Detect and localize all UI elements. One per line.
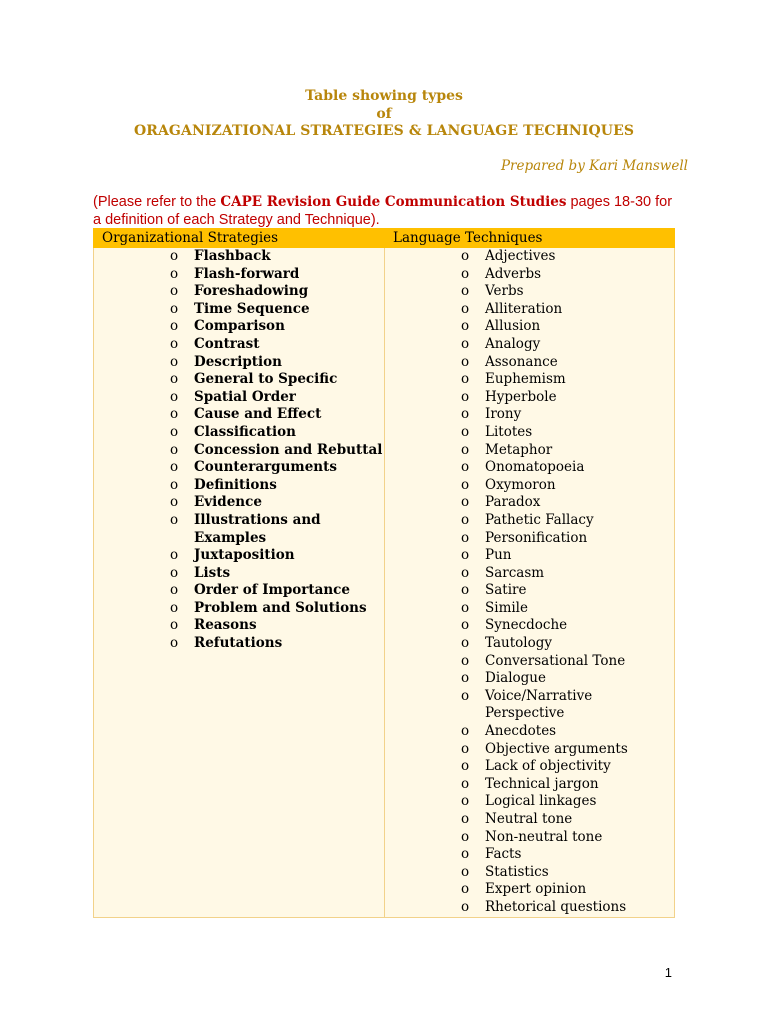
bullet-icon: o (461, 564, 470, 581)
list-item-label: Onomatopoeia (485, 459, 585, 476)
list-item-label: Neutral tone (485, 811, 573, 827)
bullet-icon: o (170, 635, 179, 652)
bullet-icon: o (461, 898, 470, 915)
list-item-label: Rhetorical questions (485, 898, 627, 915)
list-item-label: General to Specific (194, 371, 338, 388)
table-header-row (94, 229, 675, 248)
list-item (94, 477, 384, 495)
bullet-icon: o (170, 371, 179, 388)
bullet-icon: o (461, 529, 470, 546)
bullet-icon: o (461, 318, 470, 335)
list-item-label: Metaphor (485, 441, 553, 458)
list-item (94, 424, 384, 442)
list-item-label: Order of Importance (194, 582, 350, 599)
list-item (385, 758, 674, 776)
title-line-2: of (376, 106, 392, 122)
bullet-icon: o (170, 599, 179, 616)
list-item (385, 318, 674, 336)
list-item (94, 582, 384, 600)
list-item (385, 635, 674, 653)
bullet-icon: o (461, 687, 470, 704)
list-item-label: Allusion (485, 318, 541, 335)
bullet-icon: o (461, 265, 470, 282)
list-item-label: Oxymoron (485, 476, 556, 493)
list-item (94, 406, 384, 424)
list-item-label: Cause and Effect (194, 406, 322, 423)
list-item-label: Statistics (485, 863, 549, 880)
list-item (385, 688, 674, 723)
list-item-label: Counterarguments (194, 459, 337, 476)
list-item-label: Hyperbole (485, 388, 557, 405)
list-item (94, 459, 384, 477)
list-item (94, 512, 384, 547)
bullet-icon: o (461, 388, 470, 405)
list-item-label: Refutations (194, 635, 283, 652)
list-item-label: Satire (485, 582, 527, 599)
list-item-label: Logical linkages (485, 793, 597, 810)
bullet-icon: o (170, 459, 179, 476)
list-item (385, 829, 674, 847)
list-item-label: Problem and Solutions (194, 599, 367, 616)
strategies-cell (94, 248, 385, 918)
bullet-icon: o (170, 318, 179, 335)
list-item (385, 811, 674, 829)
list-item (385, 494, 674, 512)
list-item (385, 459, 674, 477)
bullet-icon: o (461, 547, 470, 564)
list-item-label: Analogy (485, 335, 541, 352)
list-item-label: Irony (485, 406, 522, 423)
list-item-label: Adjectives (485, 248, 556, 264)
list-item-label: Technical jargon (485, 775, 599, 792)
list-item-label: Description (194, 353, 282, 370)
list-item (385, 899, 674, 917)
list-item (385, 617, 674, 635)
list-item (94, 371, 384, 389)
list-item (94, 266, 384, 284)
list-item-label: Classification (194, 423, 296, 440)
bullet-icon: o (461, 459, 470, 476)
list-item (94, 494, 384, 512)
list-item-label: Adverbs (485, 265, 542, 282)
bullet-icon: o (170, 406, 179, 423)
list-item (385, 741, 674, 759)
bullet-icon: o (170, 248, 179, 264)
list-item (94, 547, 384, 565)
list-item (385, 565, 674, 583)
list-item (385, 442, 674, 460)
bullet-icon: o (461, 670, 470, 687)
list-item-label: Contrast (194, 335, 260, 352)
list-item-label: Comparison (194, 318, 285, 335)
list-item (385, 846, 674, 864)
list-item-label: Lists (194, 564, 231, 581)
list-item-label: Dialogue (485, 670, 546, 687)
list-item (385, 283, 674, 301)
bullet-icon: o (170, 441, 179, 458)
bullet-icon: o (461, 652, 470, 669)
bullet-icon: o (461, 863, 470, 880)
bullet-icon: o (170, 494, 179, 511)
bullet-icon: o (461, 775, 470, 792)
list-item-label: Anecdotes (485, 723, 557, 740)
list-item-label: Definitions (194, 476, 277, 493)
bullet-icon: o (170, 388, 179, 405)
table-body-row (94, 248, 675, 918)
bullet-icon: o (170, 582, 179, 599)
list-item-label: Tautology (485, 635, 552, 652)
list-item (94, 283, 384, 301)
bullet-icon: o (170, 335, 179, 352)
bullet-icon: o (461, 793, 470, 810)
bullet-icon: o (461, 758, 470, 775)
list-item (94, 318, 384, 336)
reference-note (93, 193, 683, 229)
header-organizational-strategies: Organizational Strategies (94, 229, 385, 248)
list-item-label: Assonance (485, 353, 558, 370)
list-item-label: Flashback (194, 248, 271, 264)
list-item (385, 530, 674, 548)
list-item (385, 371, 674, 389)
bullet-icon: o (170, 353, 179, 370)
list-item-label: Spatial Order (194, 388, 296, 405)
bullet-icon: o (170, 564, 179, 581)
list-item (385, 512, 674, 530)
techniques-list (385, 248, 674, 917)
bullet-icon: o (461, 353, 470, 370)
bullet-icon: o (170, 617, 179, 634)
header-language-techniques: Language Techniques (385, 229, 675, 248)
list-item (94, 389, 384, 407)
list-item-label: Pun (485, 547, 512, 564)
list-item (94, 301, 384, 319)
list-item (385, 477, 674, 495)
bullet-icon: o (461, 828, 470, 845)
list-item-label: Facts (485, 846, 522, 863)
list-item-label: Juxtaposition (194, 547, 295, 564)
list-item-label: Lack of objectivity (485, 758, 611, 775)
bullet-icon: o (170, 300, 179, 317)
list-item (94, 617, 384, 635)
list-item-label: Synecdoche (485, 617, 568, 634)
list-item (385, 406, 674, 424)
list-item (94, 565, 384, 583)
list-item-label: Non-neutral tone (485, 828, 603, 845)
list-item-label: Illustrations and Examples (194, 511, 321, 546)
list-item-label: Personification (485, 529, 588, 546)
bullet-icon: o (170, 265, 179, 282)
bullet-icon: o (170, 511, 179, 528)
list-item (94, 336, 384, 354)
list-item-label: Simile (485, 599, 528, 616)
list-item-label: Concession and Rebuttal (194, 441, 383, 458)
list-item-label: Sarcasm (485, 564, 545, 581)
list-item (385, 248, 674, 266)
list-item (94, 442, 384, 460)
list-item-label: Foreshadowing (194, 283, 309, 300)
list-item (94, 248, 384, 266)
title-line-3: ORAGANIZATIONAL STRATEGIES & LANGUAGE TECHNIQUES (133, 123, 635, 139)
list-item-label: Alliteration (485, 300, 563, 317)
list-item-label: Conversational Tone (485, 652, 626, 669)
list-item (385, 723, 674, 741)
list-item-label: Paradox (485, 494, 541, 511)
techniques-cell (385, 248, 675, 918)
list-item (385, 354, 674, 372)
list-item (385, 301, 674, 319)
prepared-by: Prepared by Kari Manswell (500, 158, 688, 174)
bullet-icon: o (170, 476, 179, 493)
list-item-label: Reasons (194, 617, 257, 634)
list-item-label: Objective arguments (485, 740, 628, 757)
list-item (385, 424, 674, 442)
bullet-icon: o (461, 617, 470, 634)
list-item (94, 354, 384, 372)
strategies-techniques-table (93, 228, 675, 918)
bullet-icon: o (461, 371, 470, 388)
bullet-icon: o (461, 300, 470, 317)
bullet-icon: o (461, 511, 470, 528)
list-item (385, 670, 674, 688)
list-item-label: Time Sequence (194, 300, 310, 317)
list-item (385, 600, 674, 618)
list-item (385, 776, 674, 794)
note-guide-title: CAPE Revision Guide Communication Studies (220, 194, 567, 210)
list-item (385, 653, 674, 671)
bullet-icon: o (461, 811, 470, 827)
list-item-label: Pathetic Fallacy (485, 511, 594, 528)
bullet-icon: o (461, 881, 470, 898)
list-item-label: Verbs (485, 283, 524, 300)
bullet-icon: o (170, 547, 179, 564)
list-item (385, 266, 674, 284)
bullet-icon: o (461, 582, 470, 599)
bullet-icon: o (461, 494, 470, 511)
list-item (94, 635, 384, 653)
note-after: pages 18-30 for a definition of each Strategy and Technique). (93, 194, 673, 228)
list-item (94, 600, 384, 618)
bullet-icon: o (461, 476, 470, 493)
list-item-label: Evidence (194, 494, 262, 511)
list-item (385, 864, 674, 882)
list-item-label: Voice/Narrative Perspective (485, 687, 593, 722)
bullet-icon: o (170, 283, 179, 300)
bullet-icon: o (461, 723, 470, 740)
bullet-icon: o (170, 423, 179, 440)
bullet-icon: o (461, 846, 470, 863)
bullet-icon: o (461, 441, 470, 458)
list-item-label: Expert opinion (485, 881, 587, 898)
list-item (385, 336, 674, 354)
list-item-label: Euphemism (485, 371, 566, 388)
note-before: (Please refer to the (93, 194, 221, 210)
list-item (385, 793, 674, 811)
bullet-icon: o (461, 406, 470, 423)
bullet-icon: o (461, 423, 470, 440)
bullet-icon: o (461, 283, 470, 300)
list-item-label: Litotes (485, 423, 533, 440)
bullet-icon: o (461, 599, 470, 616)
bullet-icon: o (461, 335, 470, 352)
page-number: 1 (664, 965, 672, 980)
list-item (385, 881, 674, 899)
bullet-icon: o (461, 635, 470, 652)
list-item (385, 389, 674, 407)
bullet-icon: o (461, 248, 470, 264)
title-line-1: Table showing types (305, 88, 463, 104)
bullet-icon: o (461, 740, 470, 757)
list-item (385, 547, 674, 565)
list-item-label: Flash-forward (194, 265, 300, 282)
list-item (385, 582, 674, 600)
strategies-list (94, 248, 384, 653)
